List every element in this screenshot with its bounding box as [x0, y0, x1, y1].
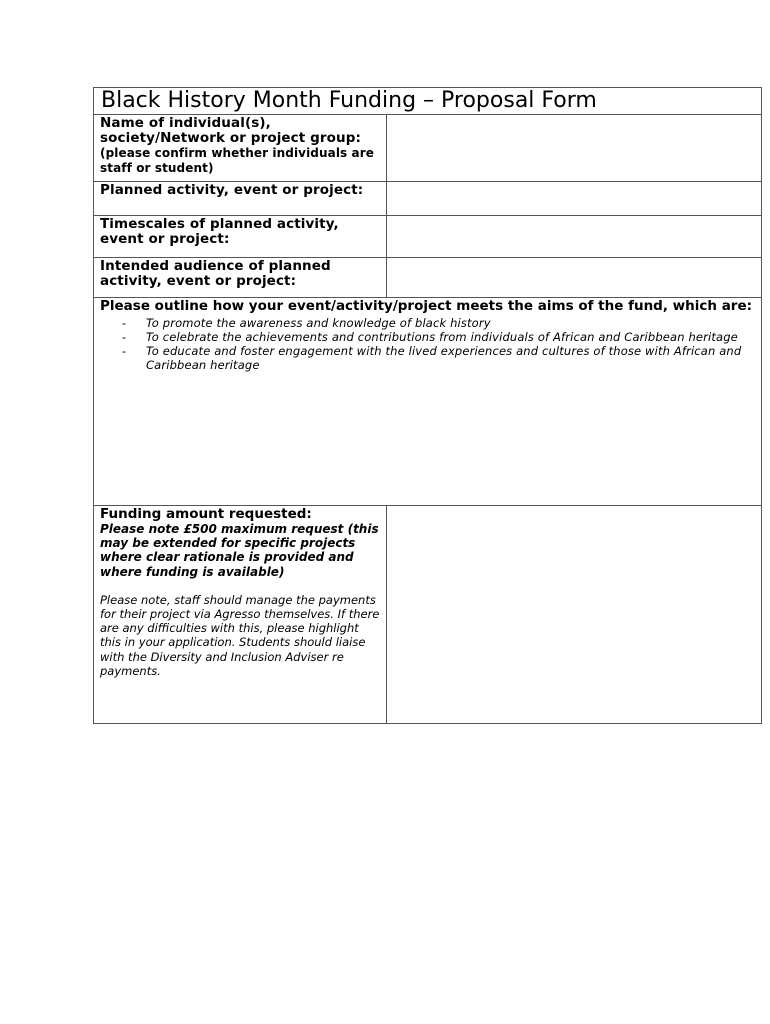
form-title: Black History Month Funding – Proposal Form [94, 88, 762, 115]
activity-field[interactable] [387, 182, 762, 216]
name-field[interactable] [387, 115, 762, 182]
funding-amount-field[interactable] [387, 506, 762, 724]
audience-label: Intended audience of planned activity, event or project: [94, 258, 387, 298]
name-label-cell [94, 115, 387, 182]
audience-field[interactable] [387, 258, 762, 298]
funding-staff-note: Please note, staff should manage the payments for their project via Agresso themselves. If there are any difficulties with this, please highlight this in your application. Students should liaise with the Diversity and Inclusion Adviser re payments. [100, 592, 380, 678]
aims-item [100, 316, 753, 330]
activity-row [94, 182, 762, 216]
funding-max-note: Please note £500 maximum request (this may be extended for specific projects where clear rationale is provided and where funding is available) [100, 522, 379, 579]
timescales-row [94, 216, 762, 258]
aims-list [100, 316, 753, 372]
funding-label-cell [94, 506, 387, 724]
aims-heading: Please outline how your event/activity/project meets the aims of the fund, which are: [100, 298, 753, 314]
bullet-dash: - [122, 330, 127, 344]
aims-item [100, 330, 753, 344]
title-row [94, 88, 762, 115]
funding-row [94, 506, 762, 724]
aims-field[interactable] [94, 298, 762, 506]
timescales-label: Timescales of planned activity, event or project: [94, 216, 387, 258]
aims-row [94, 298, 762, 506]
audience-row [94, 258, 762, 298]
name-row [94, 115, 762, 182]
aims-item [100, 344, 753, 372]
aims-item-text: To celebrate the achievements and contributions from individuals of African and Caribbean heritage [146, 330, 738, 344]
name-sub-label: (please confirm whether individuals are staff or student) [100, 146, 375, 175]
timescales-field[interactable] [387, 216, 762, 258]
name-label: Name of individual(s), society/Network or project group: [100, 115, 362, 146]
bullet-dash: - [122, 316, 127, 330]
aims-item-text: To educate and foster engagement with the lived experiences and cultures of those with African and Caribbean heritage [146, 344, 742, 372]
funding-title: Funding amount requested: [100, 506, 312, 522]
proposal-form-table [93, 87, 762, 724]
bullet-dash: - [122, 344, 127, 358]
activity-label: Planned activity, event or project: [94, 182, 387, 216]
aims-item-text: To promote the awareness and knowledge of black history [146, 316, 491, 330]
